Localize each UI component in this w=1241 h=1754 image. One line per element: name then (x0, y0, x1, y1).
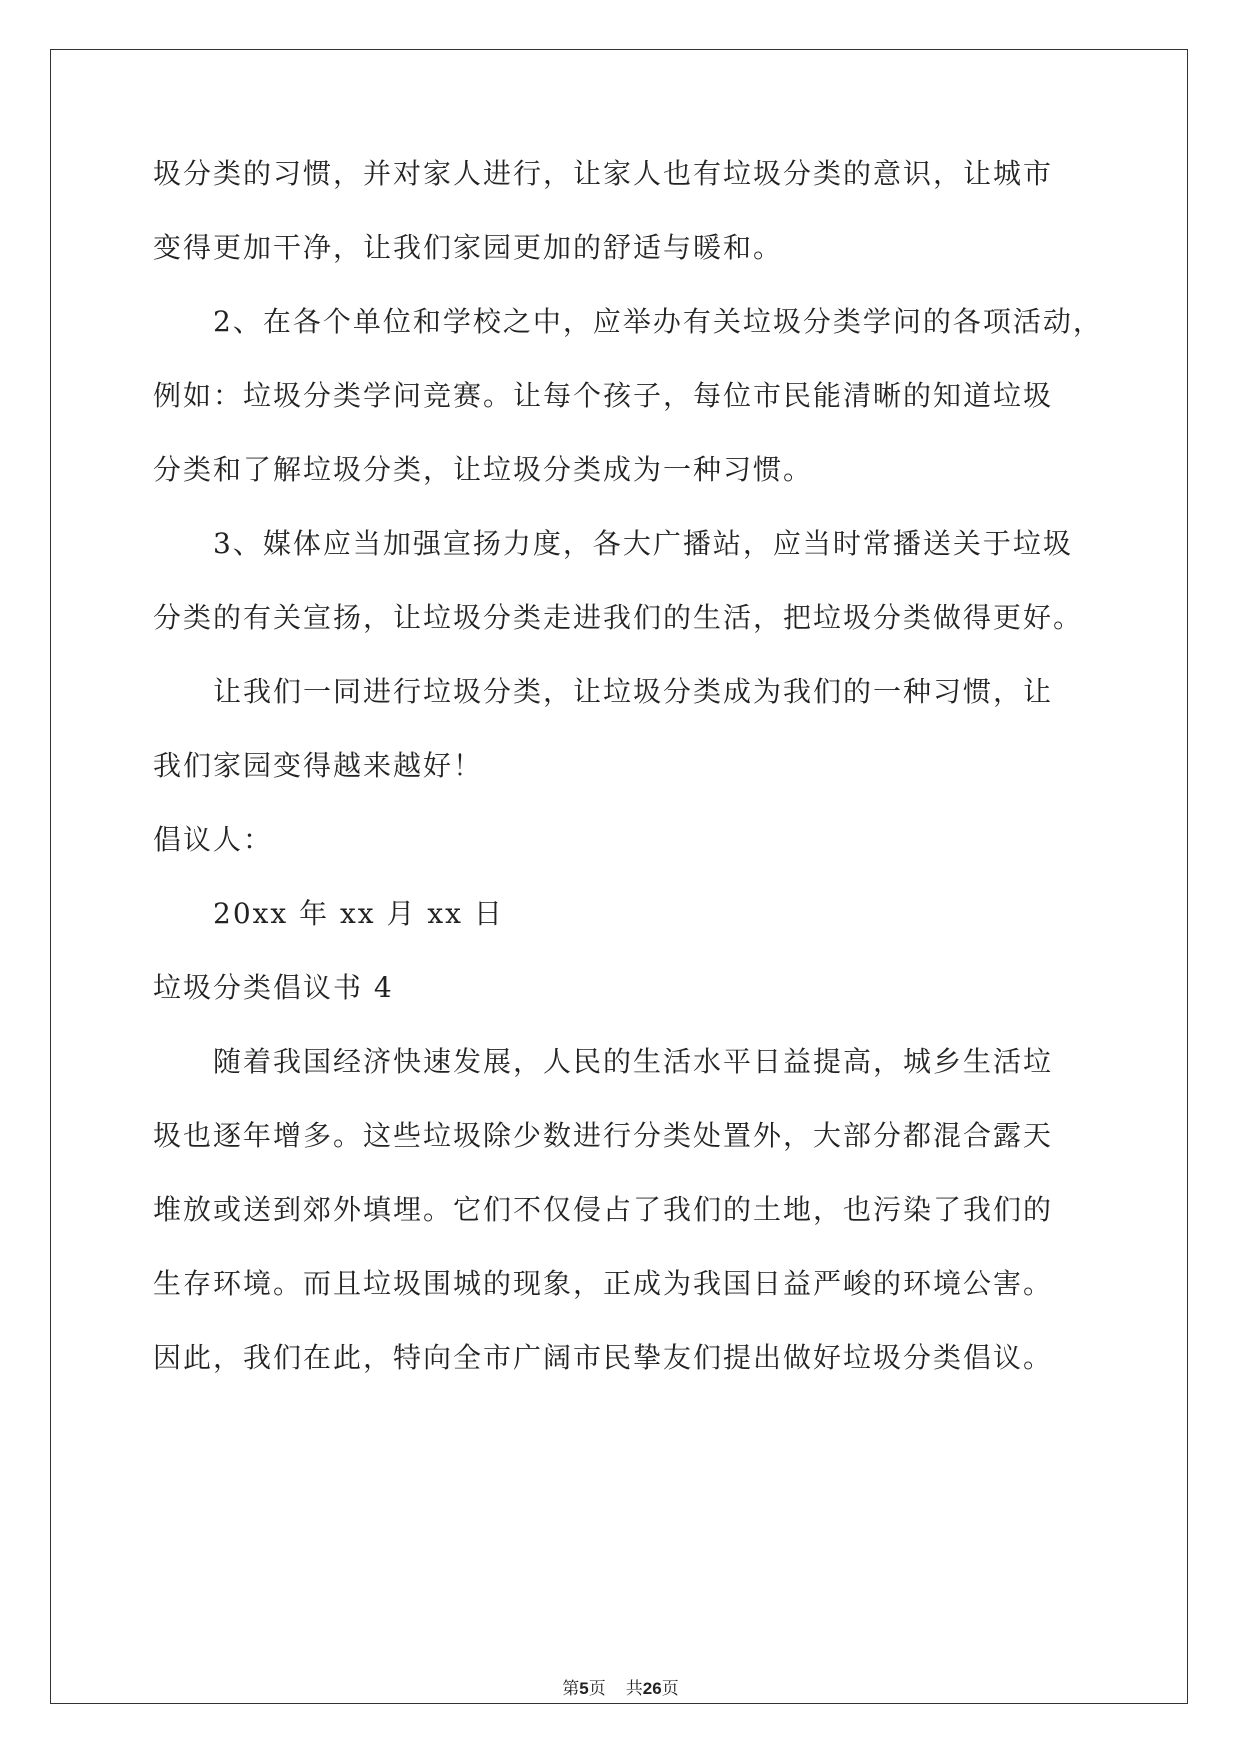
page-number: 5 (579, 1679, 589, 1698)
body-line: 分类的有关宣扬，让垃圾分类走进我们的生活，把垃圾分类做得更好。 (153, 601, 1084, 634)
body-line: 例如：垃圾分类学问竞赛。让每个孩子，每位市民能清晰的知道垃圾 (153, 379, 1054, 412)
page-border (50, 49, 1188, 1704)
signatory-label: 倡议人： (153, 823, 274, 856)
page-footer (0, 1678, 1241, 1700)
body-line: 圾分类的习惯，并对家人进行，让家人也有垃圾分类的意识，让城市 (153, 157, 1054, 190)
date-line: 20xx 年 xx 月 xx 日 (213, 897, 504, 930)
body-line: 随着我国经济快速发展，人民的生活水平日益提高，城乡生活垃 (213, 1045, 1054, 1078)
total-pages: 26 (642, 1679, 662, 1698)
body-line: 2、在各个单位和学校之中，应举办有关垃圾分类学问的各项活动， (213, 305, 1103, 338)
body-line: 生存环境。而且垃圾围城的现象，正成为我国日益严峻的环境公害。 (153, 1267, 1054, 1300)
body-line: 变得更加干净，让我们家园更加的舒适与暖和。 (153, 231, 784, 264)
page-prefix: 第 (562, 1679, 580, 1699)
body-line: 因此，我们在此，特向全市广阔市民挚友们提出做好垃圾分类倡议。 (153, 1341, 1054, 1374)
body-line: 我们家园变得越来越好！ (153, 749, 484, 782)
body-line: 3、媒体应当加强宣扬力度，各大广播站，应当时常播送关于垃圾 (213, 527, 1073, 560)
body-line: 圾也逐年增多。这些垃圾除少数进行分类处置外，大部分都混合露天 (153, 1119, 1054, 1152)
total-suffix: 页 (661, 1679, 679, 1699)
section-title: 垃圾分类倡议书 4 (153, 971, 394, 1004)
page-suffix: 页 (588, 1679, 606, 1699)
body-line: 堆放或送到郊外填埋。它们不仅侵占了我们的土地，也污染了我们的 (153, 1193, 1054, 1226)
total-prefix: 共 (625, 1679, 643, 1699)
body-line: 让我们一同进行垃圾分类，让垃圾分类成为我们的一种习惯，让 (213, 675, 1054, 708)
body-line: 分类和了解垃圾分类，让垃圾分类成为一种习惯。 (153, 453, 814, 486)
